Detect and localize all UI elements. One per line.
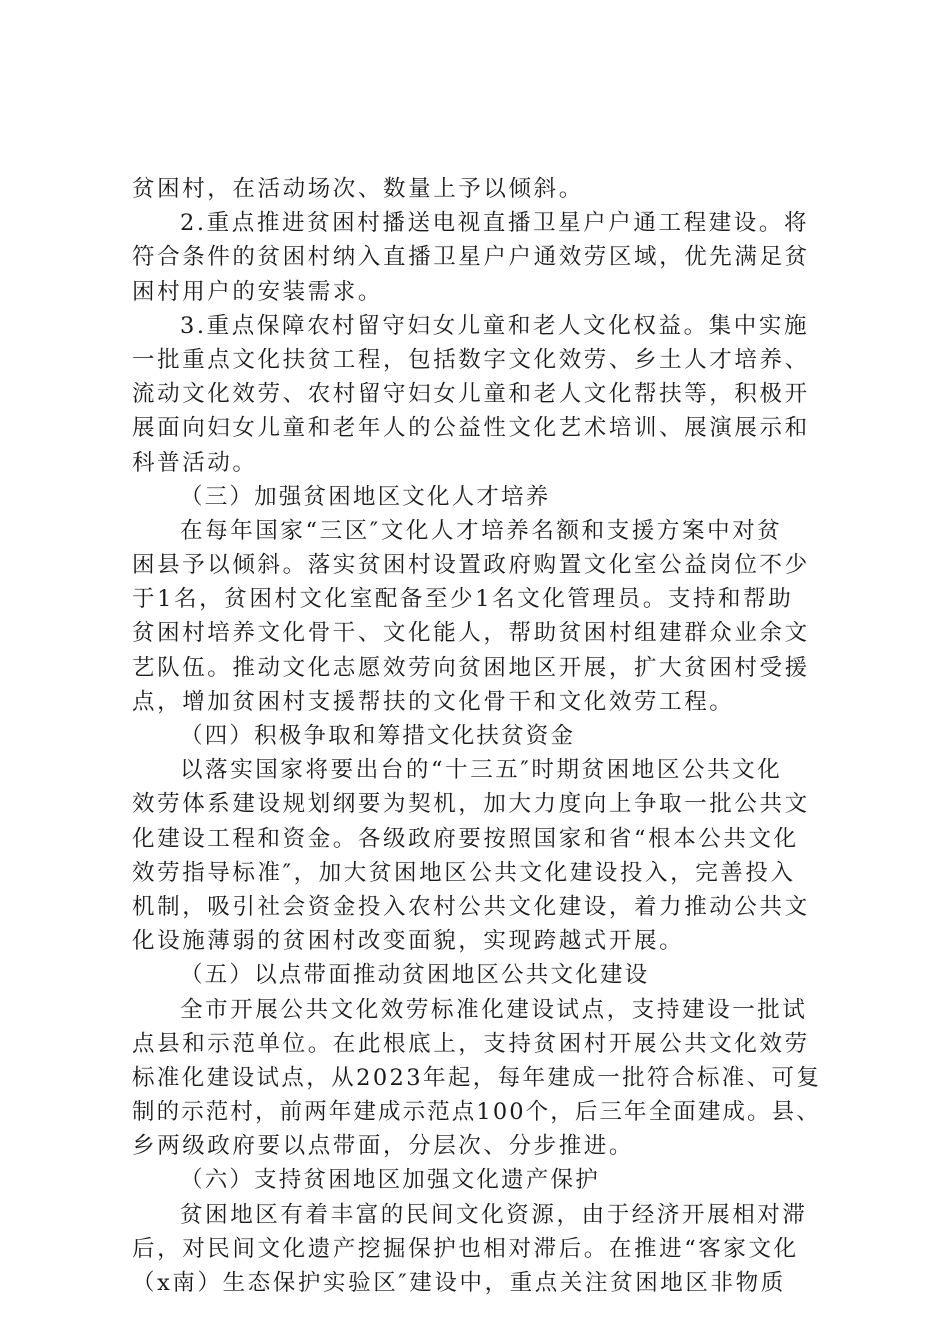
text-line: 展面向妇女儿童和老年人的公益性文化艺术培训、展演展示和 [132,415,810,442]
text-line: 标准化建设试点，从2023年起，每年建成一批符合标准、可复 [132,1064,822,1091]
text-line: 科普活动。 [132,449,258,476]
text-line: 困村用户的安装需求。 [132,278,384,305]
text-line: 3.重点保障农村留守妇女儿童和老人文化权益。集中实施 [180,312,810,339]
text-line: 效劳指导标准″，加大贫困地区公共文化建设投入，完善投入 [132,859,796,886]
text-line: 符合条件的贫困村纳入直播卫星户户通效劳区域，优先满足贫 [132,244,810,271]
text-line: 以落实国家将要出台的“十三五″时期贫困地区公共文化 [180,757,783,784]
text-line: 化设施薄弱的贫困村改变面貌，实现跨越式开展。 [132,928,685,955]
text-line: 效劳体系建设规划纲要为契机，加大力度向上争取一批公共文 [132,791,810,818]
text-line: 贫困村，在活动场次、数量上予以倾斜。 [132,176,584,202]
text-line: 机制，吸引社会资金投入农村公共文化建设，着力推动公共文 [132,893,810,920]
section-heading: （五）以点带面推动贫困地区公共文化建设 [180,962,650,989]
text-line: 点，增加贫困村支援帮扶的文化骨干和文化效劳工程。 [132,688,735,715]
text-line: 点县和示范单位。在此根底上，支持贫困村开展公共文化效劳 [132,1030,810,1057]
text-line: 制的示范村，前两年建成示范点100个，后三年全面建成。县、 [132,1099,821,1126]
text-line: 一批重点文化扶贫工程，包括数字文化效劳、乡土人才培养、 [132,346,810,373]
text-line: 艺队伍。推动文化志愿效劳向贫困地区开展，扩大贫困村受援 [132,654,810,681]
text-line: 困县予以倾斜。落实贫困村设置政府购置文化室公益岗位不少 [132,552,810,579]
text-line: 贫困地区有着丰富的民间文化资源，由于经济开展相对滞 [180,1201,808,1228]
section-heading: （四）积极争取和筹措文化扶贫资金 [180,723,576,749]
text-line: 于1名，贫困村文化室配备至少1名文化管理员。支持和帮助 [132,586,794,613]
text-line: 在每年国家“三区″文化人才培养名额和支援方案中对贫 [180,517,783,544]
text-line: （x南）生态保护实验区″建设中，重点关注贫困地区非物质 [132,1270,786,1296]
document-body [132,172,822,1300]
text-line: 后，对民间文化遗产挖掘保护也相对滞后。在推进“客家文化 [132,1235,799,1262]
text-line: 乡两级政府要以点带面，分层次、分步推进。 [132,1133,635,1160]
section-heading: （六）支持贫困地区加强文化遗产保护 [180,1167,600,1194]
text-line: 2.重点推进贫困村播送电视直播卫星户户通工程建设。将 [180,210,810,237]
text-line: 贫困村培养文化骨干、文化能人，帮助贫困村组建群众业余文 [132,620,810,647]
section-heading: （三）加强贫困地区文化人才培养 [180,483,551,510]
text-line: 化建设工程和资金。各级政府要按照国家和省“根本公共文化 [132,825,799,852]
text-line: 流动文化效劳、农村留守妇女儿童和老人文化帮扶等，积极开 [132,381,810,408]
text-line: 全市开展公共文化效劳标准化建设试点，支持建设一批试 [180,996,808,1023]
